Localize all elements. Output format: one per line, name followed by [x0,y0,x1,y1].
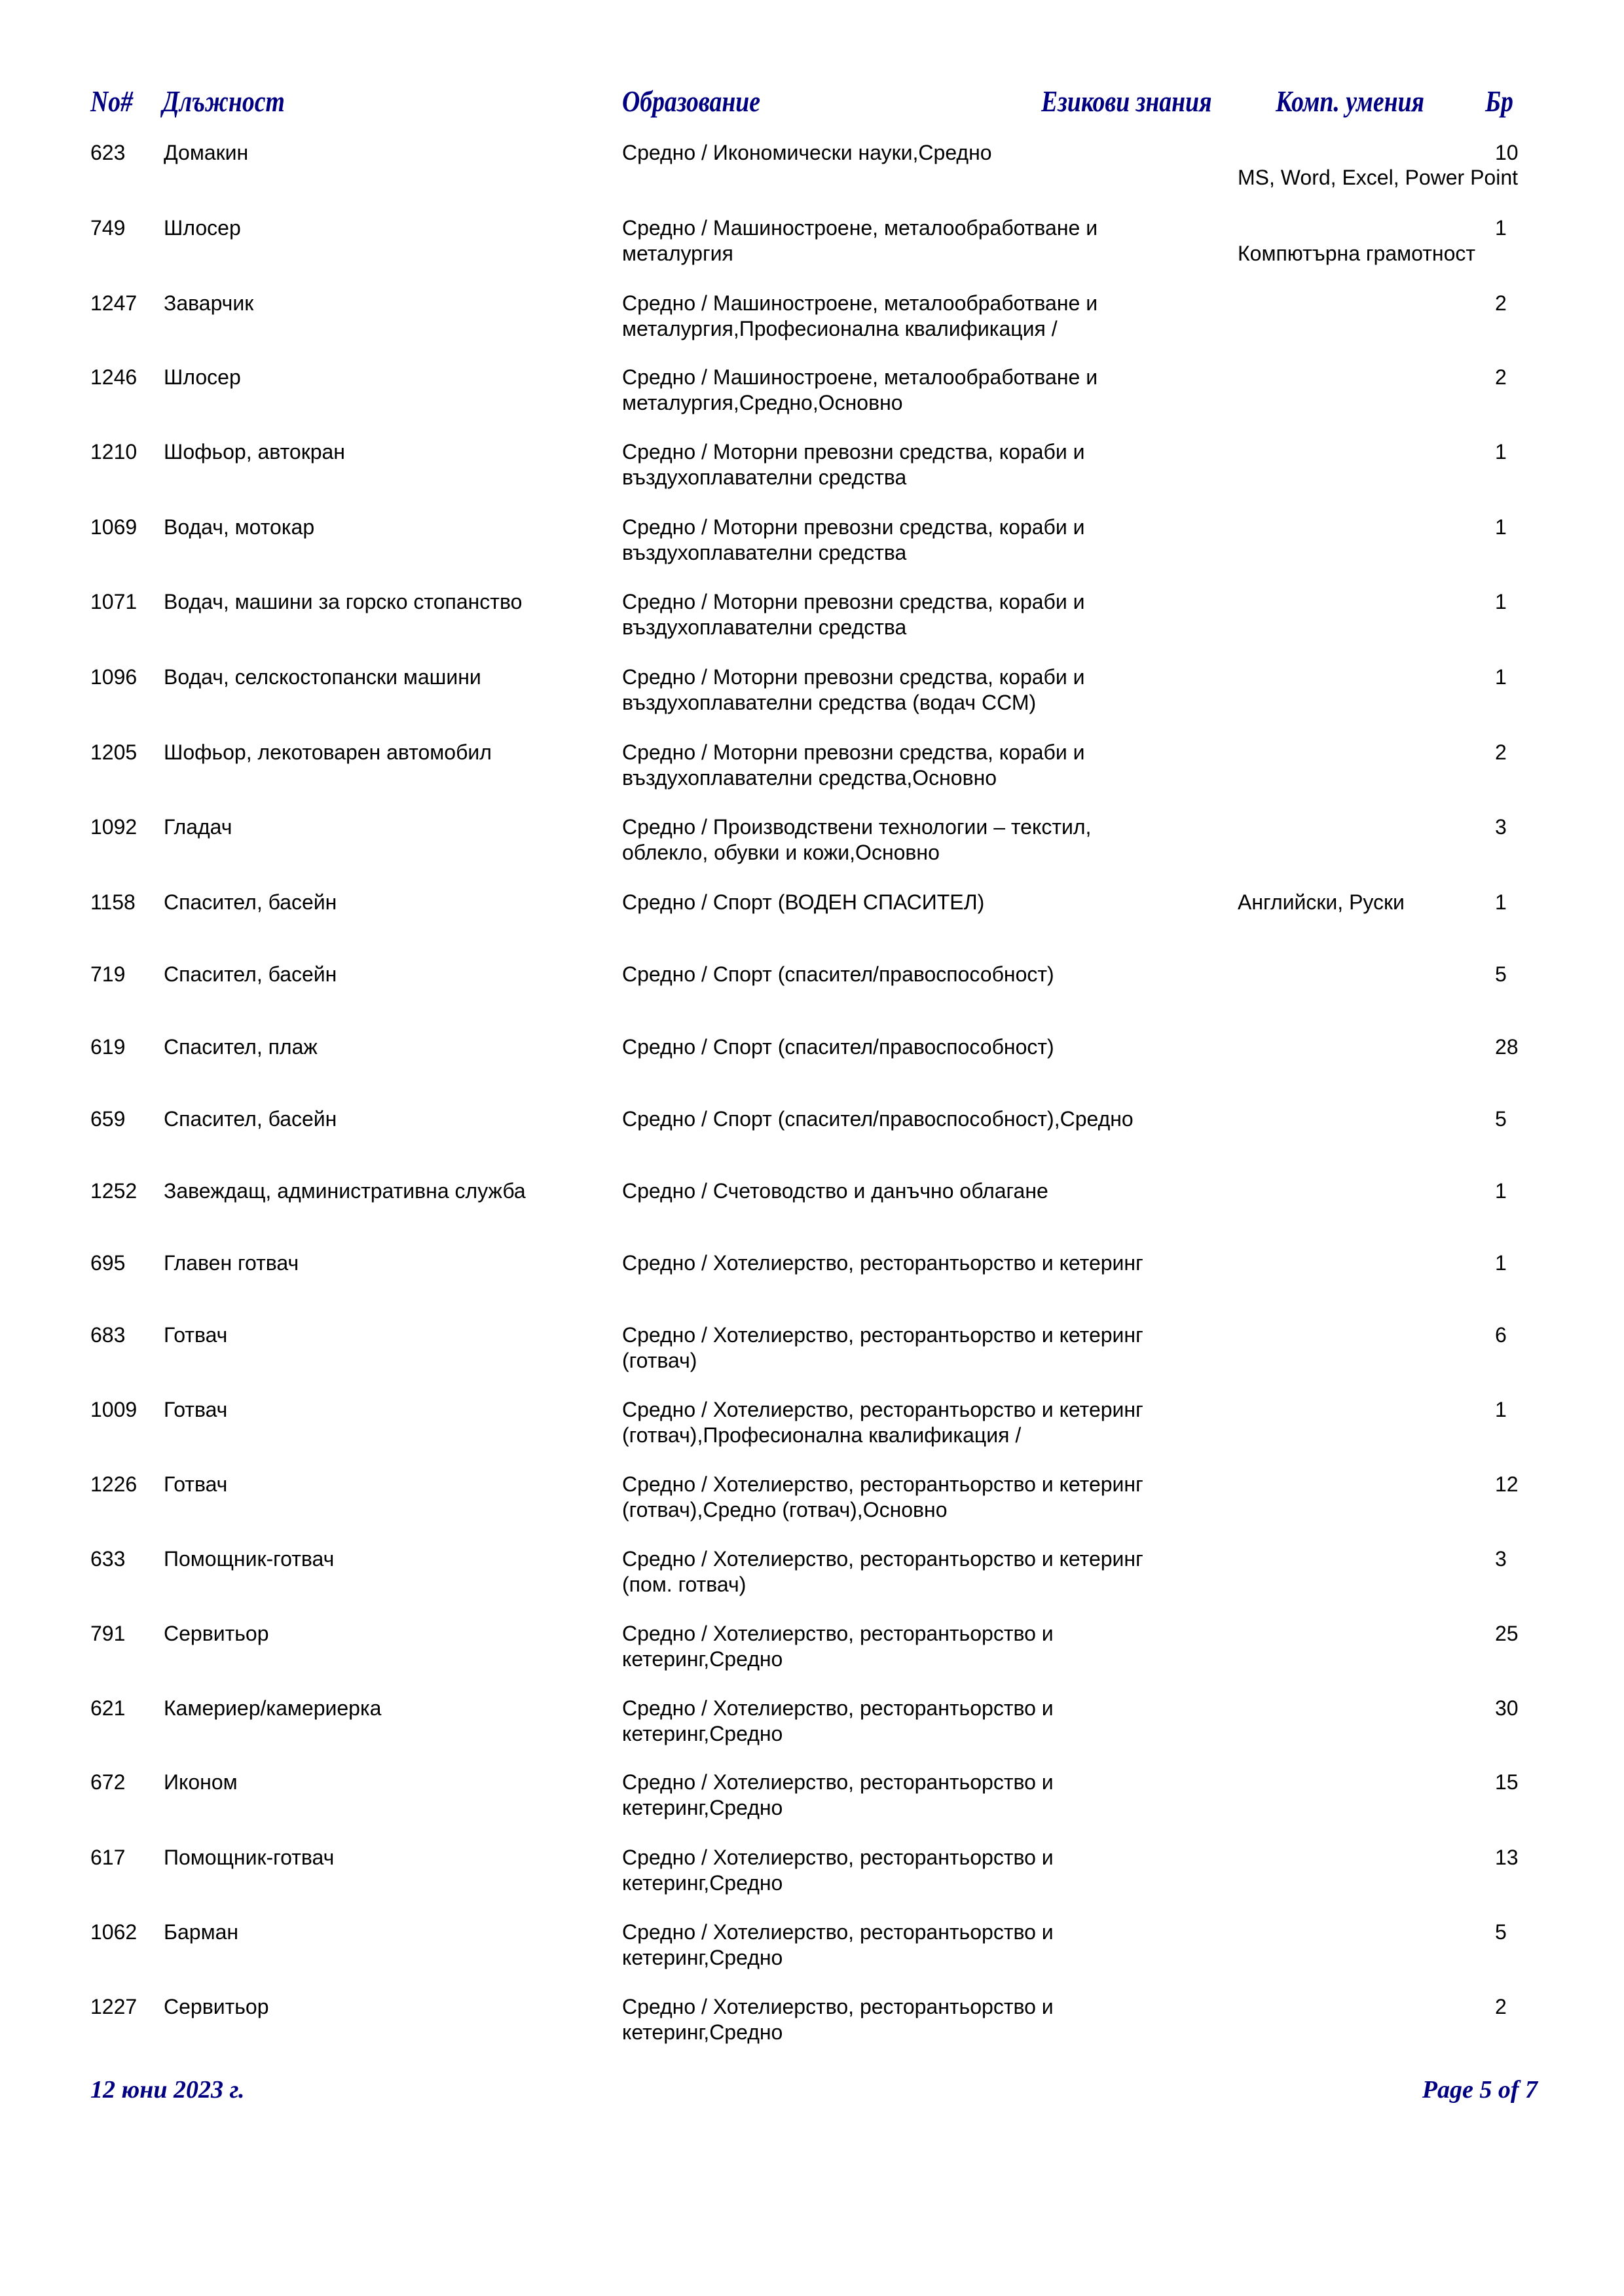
row-education: Средно / Хотелиерство, ресторантьорство и кетеринг (пом. готвач) [622,1547,1143,1596]
row-education: Средно / Хотелиерство, ресторантьорство и кетеринг,Средно [622,1622,1054,1671]
row-number: 1226 [90,1472,138,1496]
row-count: 1 [1495,1179,1507,1203]
row-education: Средно / Хотелиерство, ресторантьорство и кетеринг,Средно [622,1846,1054,1895]
row-position: Готвач [164,1323,228,1347]
row-count: 1 [1495,590,1507,613]
row-position: Заварчик [164,291,254,315]
row-position: Шлосер [164,216,241,240]
row-number: 749 [90,216,126,240]
row-count: 5 [1495,962,1507,986]
row-count: 15 [1495,1770,1519,1794]
row-education: Средно / Хотелиерство, ресторантьорство и кетеринг (готвач) [622,1323,1143,1372]
row-number: 1210 [90,440,138,464]
row-position: Сервитьор [164,1995,269,2018]
row-education: Средно / Машиностроене, металообработване и металургия,Средно,Основно [622,365,1098,414]
row-position: Водач, машини за горско стопанство [164,590,523,613]
row-position: Шофьор, автокран [164,440,345,464]
row-education: Средно / Моторни превозни средства, кораби и въздухоплавателни средства,Основно [622,740,1085,790]
row-position: Камериер/камериерка [164,1696,382,1720]
header-position: Длъжност [162,84,285,118]
header-no: No# [90,84,133,118]
header-computer-skills: Комп. умения [1276,84,1424,118]
row-position: Завеждащ, административна служба [164,1179,526,1203]
row-number: 617 [90,1846,126,1869]
row-number: 1247 [90,291,138,315]
row-count: 1 [1495,1398,1507,1421]
row-education: Средно / Моторни превозни средства, кораби и въздухоплавателни средства [622,440,1085,489]
row-number: 633 [90,1547,126,1571]
row-number: 619 [90,1035,126,1059]
header-education: Образование [622,84,760,118]
computer-skills-note: MS, Word, Excel, Power Point [1238,166,1518,189]
row-count: 5 [1495,1107,1507,1131]
row-position: Спасител, плаж [164,1035,318,1059]
row-count: 6 [1495,1323,1507,1347]
row-number: 1205 [90,740,138,764]
row-count: 30 [1495,1696,1519,1720]
row-count: 12 [1495,1472,1519,1496]
row-position: Помощник-готвач [164,1547,335,1571]
row-number: 659 [90,1107,126,1131]
row-education: Средно / Хотелиерство, ресторантьорство и кетеринг (готвач),Средно (готвач),Основно [622,1472,1143,1522]
row-education: Средно / Моторни превозни средства, кораби и въздухоплавателни средства (водач ССМ) [622,665,1085,714]
row-position: Шофьор, лекотоварен автомобил [164,740,492,764]
row-number: 791 [90,1622,126,1645]
row-number: 1009 [90,1398,138,1421]
row-count: 2 [1495,740,1507,764]
row-position: Сервитьор [164,1622,269,1645]
row-count: 2 [1495,365,1507,389]
row-count: 28 [1495,1035,1519,1059]
row-education: Средно / Икономически науки,Средно [622,141,992,164]
row-number: 719 [90,962,126,986]
row-languages: Английски, Руски [1238,890,1405,914]
row-education: Средно / Спорт (ВОДЕН СПАСИТЕЛ) [622,890,985,914]
row-number: 683 [90,1323,126,1347]
row-count: 1 [1495,216,1507,240]
row-education: Средно / Хотелиерство, ресторантьорство и кетеринг,Средно [622,1770,1054,1819]
row-education: Средно / Счетоводство и данъчно облагане [622,1179,1048,1203]
row-number: 1158 [90,890,136,914]
row-position: Домакин [164,141,249,164]
row-number: 672 [90,1770,126,1794]
row-position: Готвач [164,1472,228,1496]
row-count: 1 [1495,890,1507,914]
footer-date: 12 юни 2023 г. [90,2076,245,2104]
row-number: 1062 [90,1920,138,1944]
footer-page-number: Page 5 of 7 [1422,2076,1538,2104]
row-education: Средно / Производствени технологии – текстил, облекло, обувки и кожи,Основно [622,815,1092,864]
row-number: 1252 [90,1179,138,1203]
row-number: 695 [90,1251,126,1275]
header-languages: Езикови знания [1041,84,1212,118]
row-count: 10 [1495,141,1519,164]
row-education: Средно / Хотелиерство, ресторантьорство и кетеринг,Средно [622,1696,1054,1745]
row-count: 3 [1495,815,1507,839]
row-position: Главен готвач [164,1251,299,1275]
row-position: Помощник-готвач [164,1846,335,1869]
row-education: Средно / Моторни превозни средства, кораби и въздухоплавателни средства [622,590,1085,639]
row-education: Средно / Спорт (спасител/правоспособност) [622,1035,1054,1059]
row-position: Барман [164,1920,239,1944]
row-position: Гладач [164,815,232,839]
row-position: Готвач [164,1398,228,1421]
row-education: Средно / Моторни превозни средства, кораби и въздухоплавателни средства [622,515,1085,564]
row-number: 1096 [90,665,138,689]
row-count: 2 [1495,1995,1507,2018]
row-education: Средно / Хотелиерство, ресторантьорство и кетеринг,Средно [622,1995,1054,2044]
row-education: Средно / Хотелиерство, ресторантьорство и кетеринг [622,1251,1143,1275]
row-position: Спасител, басейн [164,1107,337,1131]
row-position: Водач, мотокар [164,515,315,539]
row-education: Средно / Спорт (спасител/правоспособност) [622,962,1054,986]
row-education: Средно / Хотелиерство, ресторантьорство и кетеринг,Средно [622,1920,1054,1969]
header-count: Бр [1485,84,1513,118]
row-count: 1 [1495,1251,1507,1275]
row-education: Средно / Машиностроене, металообработване и металургия,Професионална квалификация / [622,291,1098,340]
row-position: Шлосер [164,365,241,389]
row-education: Средно / Машиностроене, металообработване и металургия [622,216,1098,265]
row-count: 5 [1495,1920,1507,1944]
row-number: 1069 [90,515,138,539]
row-count: 2 [1495,291,1507,315]
row-education: Средно / Хотелиерство, ресторантьорство и кетеринг (готвач),Професионална квалификация / [622,1398,1143,1447]
row-count: 3 [1495,1547,1507,1571]
row-education: Средно / Спорт (спасител/правоспособност),Средно [622,1107,1134,1131]
row-number: 1246 [90,365,138,389]
row-number: 621 [90,1696,126,1720]
computer-skills-note: Компютърна грамотност [1238,242,1476,265]
row-number: 623 [90,141,126,164]
row-position: Иконом [164,1770,238,1794]
row-position: Водач, селскостопански машини [164,665,481,689]
row-count: 1 [1495,665,1507,689]
row-count: 13 [1495,1846,1519,1869]
row-count: 1 [1495,515,1507,539]
row-position: Спасител, басейн [164,962,337,986]
row-count: 1 [1495,440,1507,464]
row-number: 1092 [90,815,138,839]
row-count: 25 [1495,1622,1519,1645]
row-number: 1071 [90,590,138,613]
row-number: 1227 [90,1995,138,2018]
row-position: Спасител, басейн [164,890,337,914]
